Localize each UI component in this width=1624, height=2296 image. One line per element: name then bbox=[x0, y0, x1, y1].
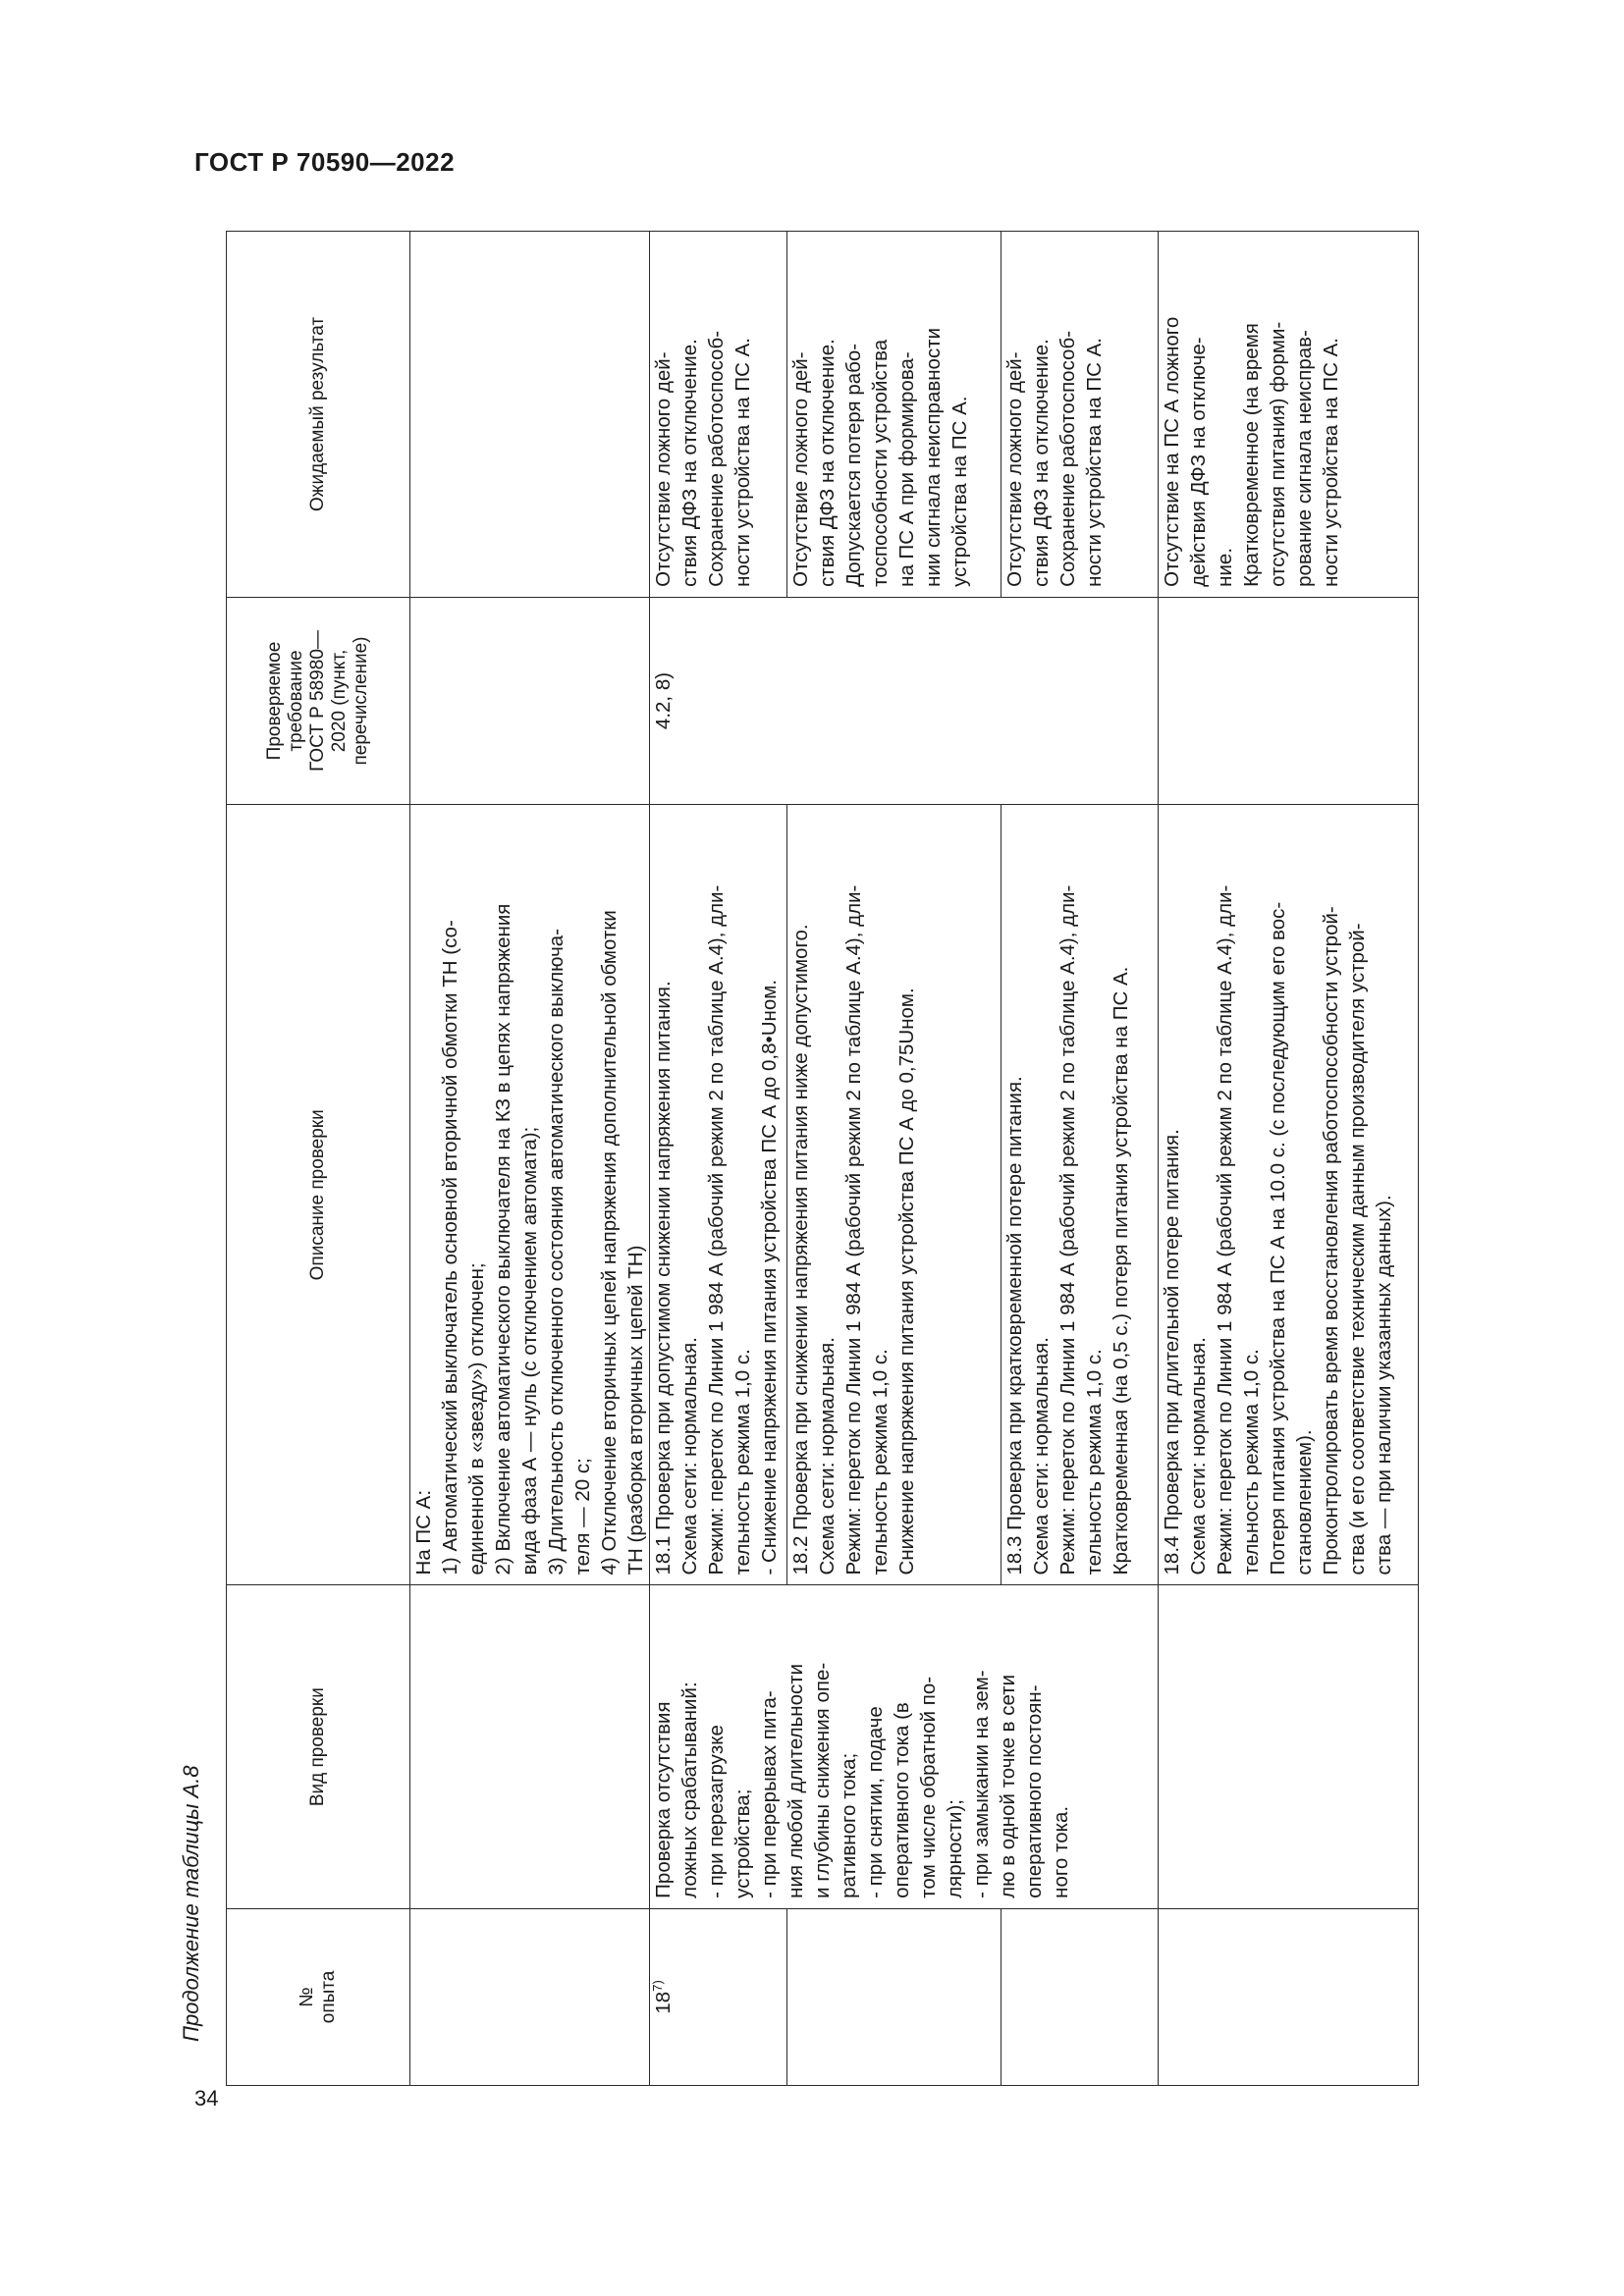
row1-sub1-result: Отсутствие ложного дей- ствия ДФЗ на отключение. Сохранение работоспособ- ности устройства на ПС А. bbox=[650, 232, 787, 598]
row2-num bbox=[787, 1908, 1001, 2085]
table-row bbox=[1159, 232, 1419, 2086]
row1-requirement: 4.2, 8) bbox=[650, 597, 1159, 804]
row3-num bbox=[1001, 1908, 1159, 2085]
row1-type: Проверка отсутствия ложных срабатываний: - при перезагрузке устройства; - при перерывах пита- ния любой длительности и глубины снижения опе- ративного тока; - при снятии, подаче оперативного тока (в том числе обратной по- лярности); - при замыкании на зем- лю в одной точке в сети оперативного постоян- ного тока. bbox=[650, 1585, 1159, 1908]
header-requirement: Проверяемое требование ГОСТ Р 58980— 2020 (пункт, перечисление) bbox=[227, 597, 410, 804]
table-row bbox=[650, 232, 787, 2086]
footnote-marker: 7) bbox=[650, 1980, 666, 1992]
header-type: Вид проверки bbox=[227, 1585, 410, 1908]
row1-sub2-description: 18.2 Проверка при снижении напряжения питания ниже допустимого. Схема сети: нормальная. Режим: переток по Линии 1 984 А (рабочий режим 2 по таблице А.4), дли- тельность режима 1,0 с. Снижение напряжения питания устройства ПС А до 0,75Uном. bbox=[787, 805, 1001, 1585]
row4-type bbox=[1159, 1585, 1419, 1908]
table-row bbox=[410, 232, 650, 2086]
rotated-table-wrapper bbox=[226, 231, 1419, 2086]
row4-num bbox=[1159, 1908, 1419, 2085]
test-table bbox=[226, 231, 1419, 2086]
row0-requirement bbox=[410, 597, 650, 804]
row1-sub2-result: Отсутствие ложного дей- ствия ДФЗ на отключение. Допускается потеря рабо- тоспособности устройства на ПС А при формирова- нии сигнала неисправности устройства на ПС А. bbox=[787, 232, 1001, 598]
row0-result bbox=[410, 232, 650, 598]
row1-sub4-result: Отсутствие на ПС А ложного действия ДФЗ на отключе- ние. Кратковременное (на время отсутствия питания) форми- рование сигнала неисправ- ности устройства на ПС А. bbox=[1159, 232, 1419, 598]
document-header: ГОСТ Р 70590—2022 bbox=[194, 147, 456, 177]
row1-sub1-description: 18.1 Проверка при допустимом снижении напряжения питания. Схема сети: нормальная. Режим: переток по Линии 1 984 А (рабочий режим 2 по таблице А.4), дли- тельность режима 1,0 с. - Снижение напряжения питания устройства ПС А до 0,8•Uном. bbox=[650, 805, 787, 1585]
table-caption: Продолжение таблицы А.8 bbox=[179, 1765, 203, 2042]
header-description: Описание проверки bbox=[227, 805, 410, 1585]
row1-sub4-description: 18.4 Проверка при длительной потере питания. Схема сети: нормальная. Режим: переток по Линии 1 984 А (рабочий режим 2 по таблице А.4), дли- тельность режима 1,0 с. Потеря питания устройства на ПС А на 10.0 с. (с последующим его вос- становлением). Проконтролировать время восстановления работоспособности устрой- ства (и его соответствие техническим данным производителя устрой- ства — при наличии указанных данных). bbox=[1159, 805, 1419, 1585]
row0-num bbox=[410, 1908, 650, 2085]
page-number: 34 bbox=[194, 2086, 219, 2110]
row0-description: На ПС А: 1) Автоматический выключатель основной вторичной обмотки ТН (со- единенной в «звезду») отключен; 2) Включение автоматического выключателя на КЗ в цепях напряжения вида фаза А — нуль (с отключением автомата); 3) Длительность отключенного состояния автоматического выключа- теля — 20 с; 4) Отключение вторичных цепей напряжения дополнительной обмотки ТН (разборка вторичных цепей ТН) bbox=[410, 805, 650, 1585]
row0-type bbox=[410, 1585, 650, 1908]
header-result: Ожидаемый результат bbox=[227, 232, 410, 598]
row1-sub3-description: 18.3 Проверка при кратковременной потере питания. Схема сети: нормальная. Режим: переток по Линии 1 984 А (рабочий режим 2 по таблице А.4), дли- тельность режима 1,0 с. Кратковременная (на 0,5 с.) потеря питания устройства на ПС А. bbox=[1001, 805, 1159, 1585]
row1-sub3-result: Отсутствие ложного дей- ствия ДФЗ на отключение. Сохранение работоспособ- ности устройства на ПС А. bbox=[1001, 232, 1159, 598]
header-num: № опыта bbox=[227, 1908, 410, 2085]
row4-requirement bbox=[1159, 597, 1419, 804]
header-row bbox=[227, 232, 410, 2086]
row1-num: 18$^{7)}$ bbox=[650, 1908, 787, 2085]
